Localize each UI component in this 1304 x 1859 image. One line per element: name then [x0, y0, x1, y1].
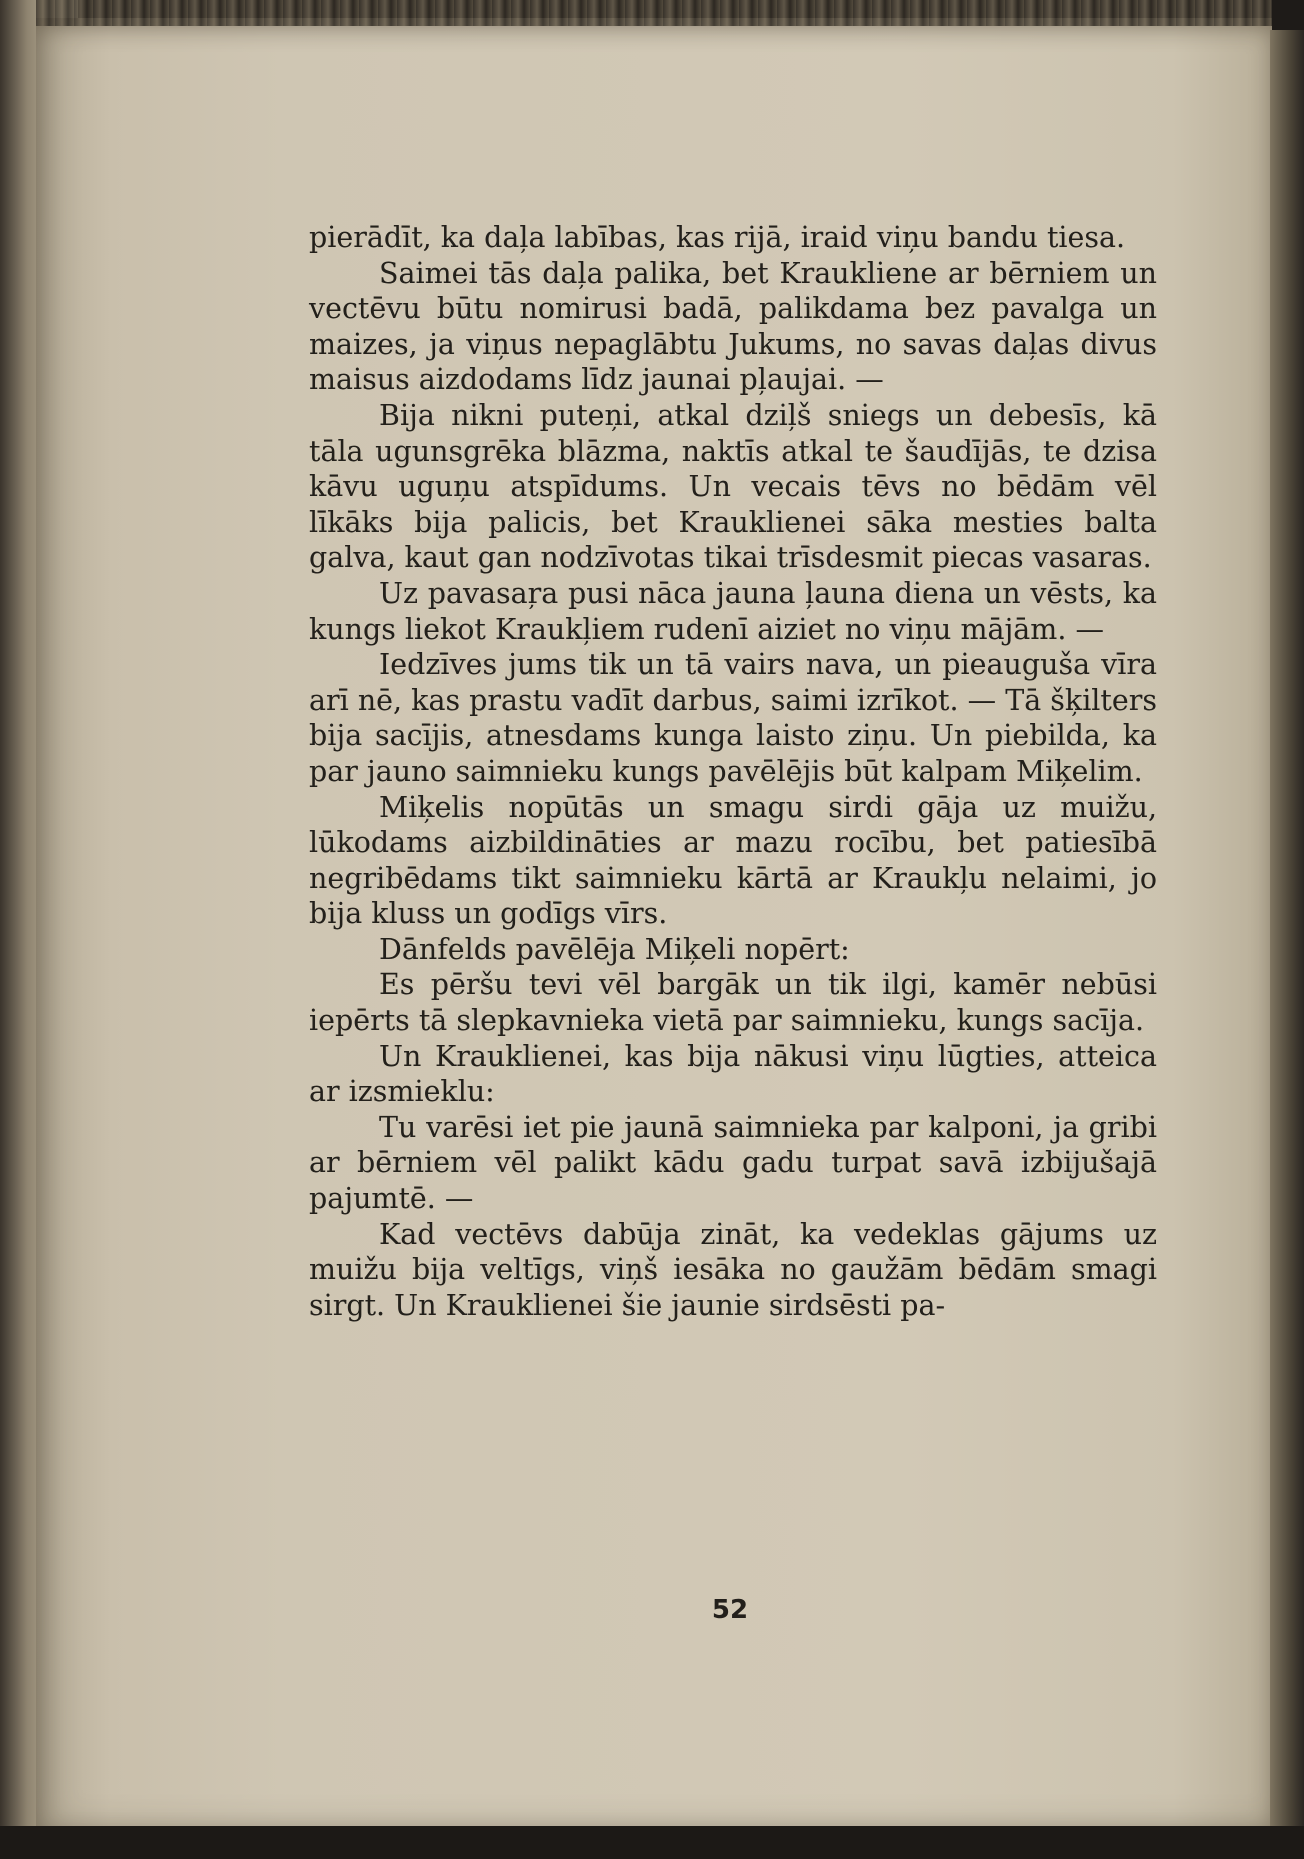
paragraph-7: Dānfelds pavēlēja Miķeli nopērt:	[379, 932, 850, 966]
page-number: 52	[711, 1595, 749, 1625]
paragraph-1: pierādīt, ka daļa labības, kas rijā, iraid viņu bandu tiesa.	[309, 221, 1126, 254]
page-bottom-edge	[0, 1826, 1304, 1859]
paragraph-9: Un Krauklienei, kas bija nākusi viņu lūgties, atteica ar izsmieklu:	[309, 1039, 1157, 1109]
paragraph-5: Iedzīves jums tik un tā vairs nava, un pieauguša vīra arī nē, kas prastu vadīt darbus, saimi izrīkot. — Tā šķilters bija sacījis, atnesdams kunga laisto ziņu. Un piebilda, ka par jauno saimnieku kungs pavēlējis būt kalpam Miķelim.	[309, 648, 1157, 788]
page-right-edge	[1270, 30, 1304, 1830]
page-top-edge	[36, 0, 1272, 26]
paragraph-11: Kad vectēvs dabūja zināt, ka vedeklas gājums uz muižu bija veltīgs, viņš iesāka no gaužām bēdām smagi sirgt. Un Krauklienei šie jaunie sirdsēsti pa-	[309, 1217, 1157, 1322]
paragraph-3: Bija nikni puteņi, atkal dziļš sniegs un debesīs, kā tāla ugunsgrēka blāzma, naktīs atkal te šaudījās, te dzisa kāvu uguņu atspīdums. Un vecais tēvs no bēdām vēl līkāks bija palicis, bet Krauklienei sāka mesties balta galva, kaut gan nodzīvotas tikai trīsdesmit piecas vasaras.	[309, 398, 1157, 575]
paragraph-6: Miķelis nopūtās un smagu sirdi gāja uz muižu, lūkodams aizbildināties ar mazu rocību, bet patiesībā negribēdams tikt saimnieku kārtā ar Kraukļu nelaimi, jo bija kluss un godīgs vīrs.	[309, 790, 1157, 931]
paragraph-8: Es pēršu tevi vēl bargāk un tik ilgi, kamēr nebūsi iepērts tā slepkavnieka vietā par saimnieku, kungs sacīja.	[309, 968, 1157, 1038]
paragraph-2: Saimei tās daļa palika, bet Kraukliene ar bērniem un vectēvu būtu nomirusi badā, palikdama bez pavalga un maizes, ja viņus nepaglābtu Jukums, no savas daļas divus maisus aizdodams līdz jaunai pļaujai. —	[309, 256, 1157, 397]
body-text	[309, 220, 1157, 1323]
paragraph-10: Tu varēsi iet pie jaunā saimnieka par kalponi, ja gribi ar bērniem vēl palikt kādu gadu turpat savā izbijušajā pajumtē. —	[309, 1110, 1157, 1216]
paragraph-4: Uz pavasaŗa pusi nāca jauna ļauna diena un vēsts, ka kungs liekot Kraukļiem rudenī aiziet no viņu mājām. —	[309, 576, 1157, 646]
